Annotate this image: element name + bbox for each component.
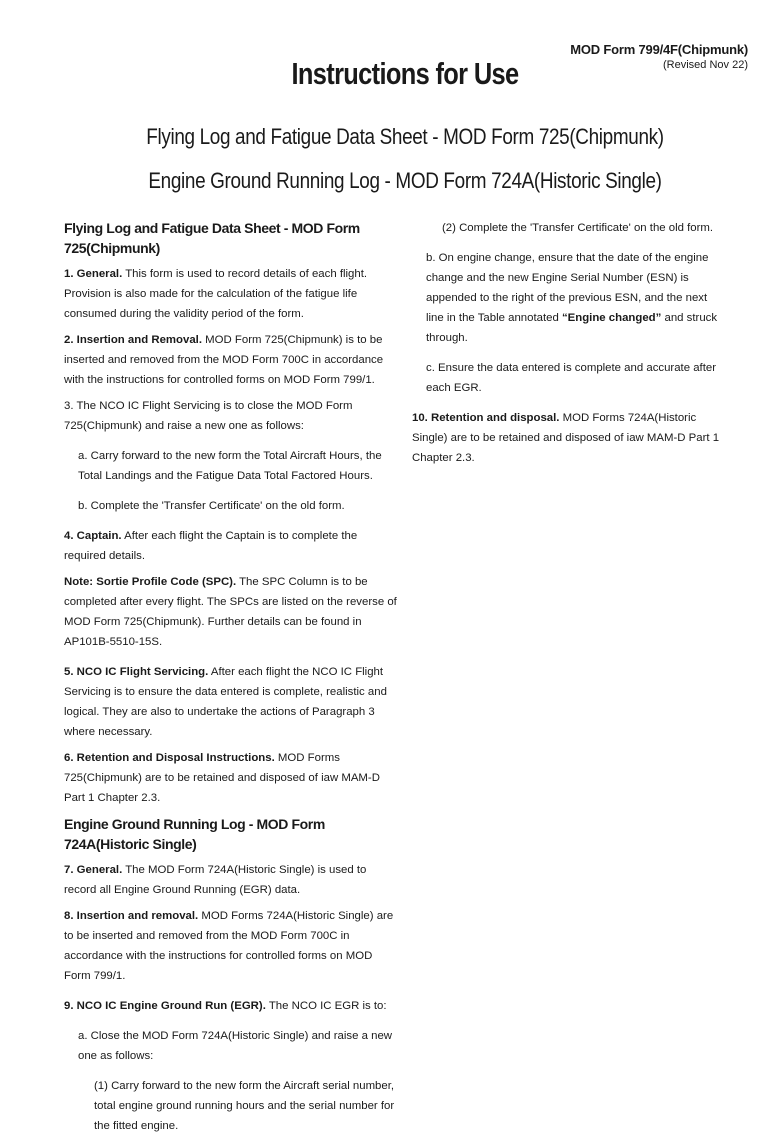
paragraph-9b-text: b. On engine change, ensure that the date of the engine change and the new Engine Serial Number (ESN) is appended to the right of the previous ESN, and the next line in the Table annotated xyxy=(426,252,709,324)
paragraph-9b-end: and struck through. xyxy=(426,312,718,344)
section-heading-engine-log: Engine Ground Running Log - MOD Form 724A(Historic Single) xyxy=(64,816,325,852)
paragraph-2-text: MOD Form 725(Chipmunk) is to be inserted and removed from the MOD Form 700C in accordance with the instructions for controlled forms on MOD Form 799/1. xyxy=(64,334,384,386)
paragraph-8-label: 8. Insertion and removal. xyxy=(64,910,199,922)
paragraph-10 xyxy=(412,408,728,468)
paragraph-1 xyxy=(64,264,400,324)
paragraph-10-text: MOD Forms 724A(Historic Single) are to be retained and disposed of iaw MAM-D Part 1 Chapter 2.3. xyxy=(412,412,720,464)
paragraph-2-label: 2. Insertion and Removal. xyxy=(64,334,202,346)
paragraph-10-label: 10. Retention and disposal. xyxy=(412,412,560,424)
paragraph-7 xyxy=(64,860,400,900)
paragraph-4-label: 4. Captain. xyxy=(64,530,122,542)
left-column xyxy=(64,218,400,1142)
paragraph-4-text: After each flight the Captain is to complete the required details. xyxy=(64,530,358,562)
paragraph-9a2: (2) Complete the 'Transfer Certificate' on the old form. xyxy=(442,222,714,234)
paragraph-9a1: (1) Carry forward to the new form the Aircraft serial number, total engine ground running hours and the serial number for the fitted engine. xyxy=(94,1080,395,1132)
paragraph-5 xyxy=(64,662,400,742)
page-title: Instructions for Use xyxy=(291,56,519,91)
paragraph-9b-emphasis: “Engine changed” xyxy=(561,312,662,324)
note-label: Note: Sortie Profile Code (SPC). xyxy=(64,576,237,588)
paragraph-8 xyxy=(64,906,400,986)
paragraph-2 xyxy=(64,330,400,390)
form-number: MOD Form 799/4F(Chipmunk) xyxy=(570,42,748,57)
revision-date: (Revised Nov 22) xyxy=(663,59,748,71)
note-text: The SPC Column is to be completed after every flight. The SPCs are listed on the reverse of MOD Form 725(Chipmunk). Further details can be found in AP101B-5510-15S. xyxy=(64,576,397,648)
paragraph-3a: a. Carry forward to the new form the Total Aircraft Hours, the Total Landings and the Fatigue Data Total Factored Hours. xyxy=(78,450,382,482)
paragraph-9-label: 9. NCO IC Engine Ground Run (EGR). xyxy=(64,1000,266,1012)
paragraph-8-text: MOD Forms 724A(Historic Single) are to be inserted and removed from the MOD Form 700C in accordance with the instructions for controlled forms on MOD Form 799/1. xyxy=(64,910,394,982)
paragraph-5-text: After each flight the NCO IC Flight Servicing is to ensure the data entered is complete, realistic and logical. They are also to undertake the actions of Paragraph 3 where necessary. xyxy=(64,666,387,738)
paragraph-7-label: 7. General. xyxy=(64,864,123,876)
right-column xyxy=(412,218,728,474)
note-spc xyxy=(64,572,400,652)
paragraph-6 xyxy=(64,748,400,808)
subtitle-flying-log: Flying Log and Fatigue Data Sheet - MOD Form 725(Chipmunk) xyxy=(146,124,664,149)
paragraph-4 xyxy=(64,526,400,566)
paragraph-6-label: 6. Retention and Disposal Instructions. xyxy=(64,752,275,764)
paragraph-7-text: The MOD Form 724A(Historic Single) is used to record all Engine Ground Running (EGR) data. xyxy=(64,864,367,896)
paragraph-1-text: This form is used to record details of each flight. Provision is also made for the calculation of the fatigue life consumed during the validity period of the form. xyxy=(64,268,368,320)
paragraph-9b xyxy=(412,248,728,348)
section-heading-flying-log: Flying Log and Fatigue Data Sheet - MOD Form 725(Chipmunk) xyxy=(64,220,360,256)
paragraph-9c: c. Ensure the data entered is complete and accurate after each EGR. xyxy=(426,362,716,394)
paragraph-5-label: 5. NCO IC Flight Servicing. xyxy=(64,666,209,678)
paragraph-3: 3. The NCO IC Flight Servicing is to close the MOD Form 725(Chipmunk) and raise a new one as follows: xyxy=(64,400,353,432)
paragraph-6-text: MOD Forms 725(Chipmunk) are to be retained and disposed of iaw MAM-D Part 1 Chapter 2.3. xyxy=(64,752,380,804)
paragraph-3b: b. Complete the 'Transfer Certificate' on the old form. xyxy=(78,500,345,512)
paragraph-1-label: 1. General. xyxy=(64,268,123,280)
paragraph-9a: a. Close the MOD Form 724A(Historic Single) and raise a new one as follows: xyxy=(78,1030,392,1062)
subtitle-engine-log: Engine Ground Running Log - MOD Form 724A(Historic Single) xyxy=(148,168,662,193)
paragraph-9 xyxy=(64,996,400,1016)
paragraph-9-text: The NCO IC EGR is to: xyxy=(265,1000,387,1012)
